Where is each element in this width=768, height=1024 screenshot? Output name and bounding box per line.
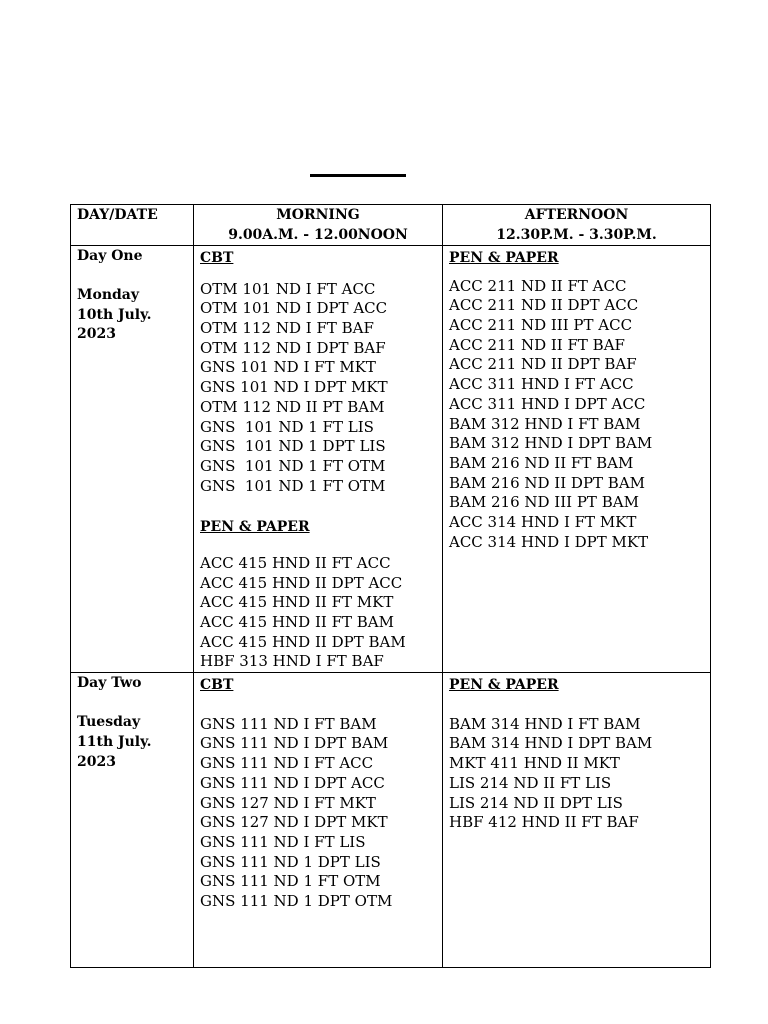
list-item: OTM 112 ND I DPT BAF bbox=[200, 338, 386, 357]
list-item: ACC 415 HND II DPT ACC bbox=[200, 573, 403, 592]
cbt-course-list bbox=[200, 715, 442, 912]
day-label: Day One bbox=[77, 248, 143, 264]
list-item: OTM 112 ND II PT BAM bbox=[200, 397, 385, 416]
list-item: ACC 415 HND II FT MKT bbox=[200, 593, 394, 612]
header-morning-time: 9.00A.M. - 12.00NOON bbox=[228, 227, 408, 243]
header-day-date bbox=[71, 205, 194, 246]
list-item: GNS 111 ND 1 DPT LIS bbox=[200, 852, 381, 871]
pen-paper-course-list bbox=[200, 554, 442, 672]
day-cell bbox=[71, 673, 194, 968]
list-item: GNS 111 ND I FT LIS bbox=[200, 832, 366, 851]
list-item: ACC 211 ND III PT ACC bbox=[449, 316, 633, 334]
list-item: BAM 216 ND II DPT BAM bbox=[449, 473, 646, 492]
header-morning bbox=[194, 205, 443, 246]
cbt-label: CBT bbox=[200, 677, 234, 694]
list-item: BAM 312 HND I FT BAM bbox=[449, 414, 641, 433]
list-item: GNS 111 ND 1 DPT OTM bbox=[200, 892, 393, 911]
title-underline bbox=[310, 174, 406, 177]
list-item: MKT 411 HND II MKT bbox=[449, 754, 620, 773]
list-item: ACC 211 ND II DPT ACC bbox=[449, 296, 639, 315]
list-item: ACC 314 HND I DPT MKT bbox=[449, 532, 649, 551]
afternoon-session bbox=[443, 673, 711, 968]
header-day-date-label: DAY/DATE bbox=[77, 207, 158, 223]
morning-session bbox=[194, 673, 443, 968]
cbt-course-list bbox=[200, 280, 442, 497]
list-item: GNS 101 ND 1 DPT LIS bbox=[200, 437, 386, 456]
list-item: BAM 312 HND I DPT BAM bbox=[449, 434, 653, 453]
header-row bbox=[71, 205, 711, 246]
header-afternoon-time: 12.30P.M. - 3.30P.M. bbox=[496, 227, 657, 243]
list-item: GNS 101 ND I DPT MKT bbox=[200, 378, 388, 397]
header-afternoon bbox=[443, 205, 711, 246]
list-item: ACC 314 HND I FT MKT bbox=[449, 513, 637, 532]
header-morning-label: MORNING bbox=[276, 207, 360, 223]
list-item: BAM 216 ND II FT BAM bbox=[449, 453, 634, 472]
list-item: ACC 415 HND II DPT BAM bbox=[200, 632, 406, 651]
list-item: ACC 311 HND I DPT ACC bbox=[449, 394, 646, 413]
list-item: ACC 211 ND II FT BAF bbox=[449, 335, 625, 354]
list-item: BAM 314 HND I DPT BAM bbox=[449, 734, 653, 753]
list-item: GNS 111 ND 1 FT OTM bbox=[200, 872, 381, 891]
list-item: BAM 216 ND III PT BAM bbox=[449, 493, 639, 512]
list-item: BAM 314 HND I FT BAM bbox=[449, 714, 641, 733]
weekday-label: Monday bbox=[77, 287, 140, 304]
list-item: GNS 101 ND 1 FT LIS bbox=[200, 417, 374, 436]
list-item: OTM 101 ND I FT ACC bbox=[200, 279, 376, 298]
list-item: ACC 415 HND II FT ACC bbox=[200, 553, 391, 572]
table-row-day-one bbox=[71, 246, 711, 673]
pen-paper-course-list bbox=[449, 277, 710, 553]
list-item: GNS 101 ND 1 FT OTM bbox=[200, 476, 386, 495]
list-item: ACC 311 HND I FT ACC bbox=[449, 375, 634, 394]
list-item: LIS 214 ND II DPT LIS bbox=[449, 793, 623, 812]
list-item: ACC 211 ND II DPT BAF bbox=[449, 355, 637, 374]
weekday-label: Tuesday bbox=[77, 714, 141, 731]
list-item: GNS 111 ND I FT BAM bbox=[200, 714, 377, 733]
list-item: OTM 112 ND I FT BAF bbox=[200, 319, 374, 337]
list-item: GNS 101 ND I FT MKT bbox=[200, 358, 376, 377]
pen-paper-label: PEN & PAPER bbox=[449, 677, 559, 694]
list-item: HBF 313 HND I FT BAF bbox=[200, 652, 384, 671]
list-item: GNS 101 ND 1 FT OTM bbox=[200, 456, 386, 475]
list-item: OTM 101 ND I DPT ACC bbox=[200, 299, 388, 318]
list-item: ACC 415 HND II FT BAM bbox=[200, 613, 394, 632]
pen-paper-label: PEN & PAPER bbox=[200, 519, 310, 536]
list-item: ACC 211 ND II FT ACC bbox=[449, 276, 627, 295]
cbt-label: CBT bbox=[200, 250, 234, 266]
table-row-day-two bbox=[71, 673, 711, 968]
day-cell bbox=[71, 246, 194, 673]
day-label: Day Two bbox=[77, 675, 142, 692]
morning-session bbox=[194, 246, 443, 673]
pen-paper-label: PEN & PAPER bbox=[449, 250, 559, 266]
list-item: GNS 127 ND I FT MKT bbox=[200, 793, 376, 812]
list-item: HBF 412 HND II FT BAF bbox=[449, 813, 639, 832]
list-item: GNS 111 ND I DPT BAM bbox=[200, 734, 389, 753]
date-label: 11th July. 2023 bbox=[77, 733, 152, 770]
list-item: GNS 127 ND I DPT MKT bbox=[200, 813, 388, 832]
list-item: LIS 214 ND II FT LIS bbox=[449, 773, 612, 792]
header-afternoon-label: AFTERNOON bbox=[524, 207, 629, 223]
list-item: GNS 111 ND I DPT ACC bbox=[200, 773, 385, 792]
date-label: 10th July. 2023 bbox=[77, 306, 152, 343]
list-item: GNS 111 ND I FT ACC bbox=[200, 754, 374, 773]
pen-paper-course-list bbox=[449, 715, 710, 833]
afternoon-session bbox=[443, 246, 711, 673]
exam-timetable bbox=[70, 204, 711, 968]
